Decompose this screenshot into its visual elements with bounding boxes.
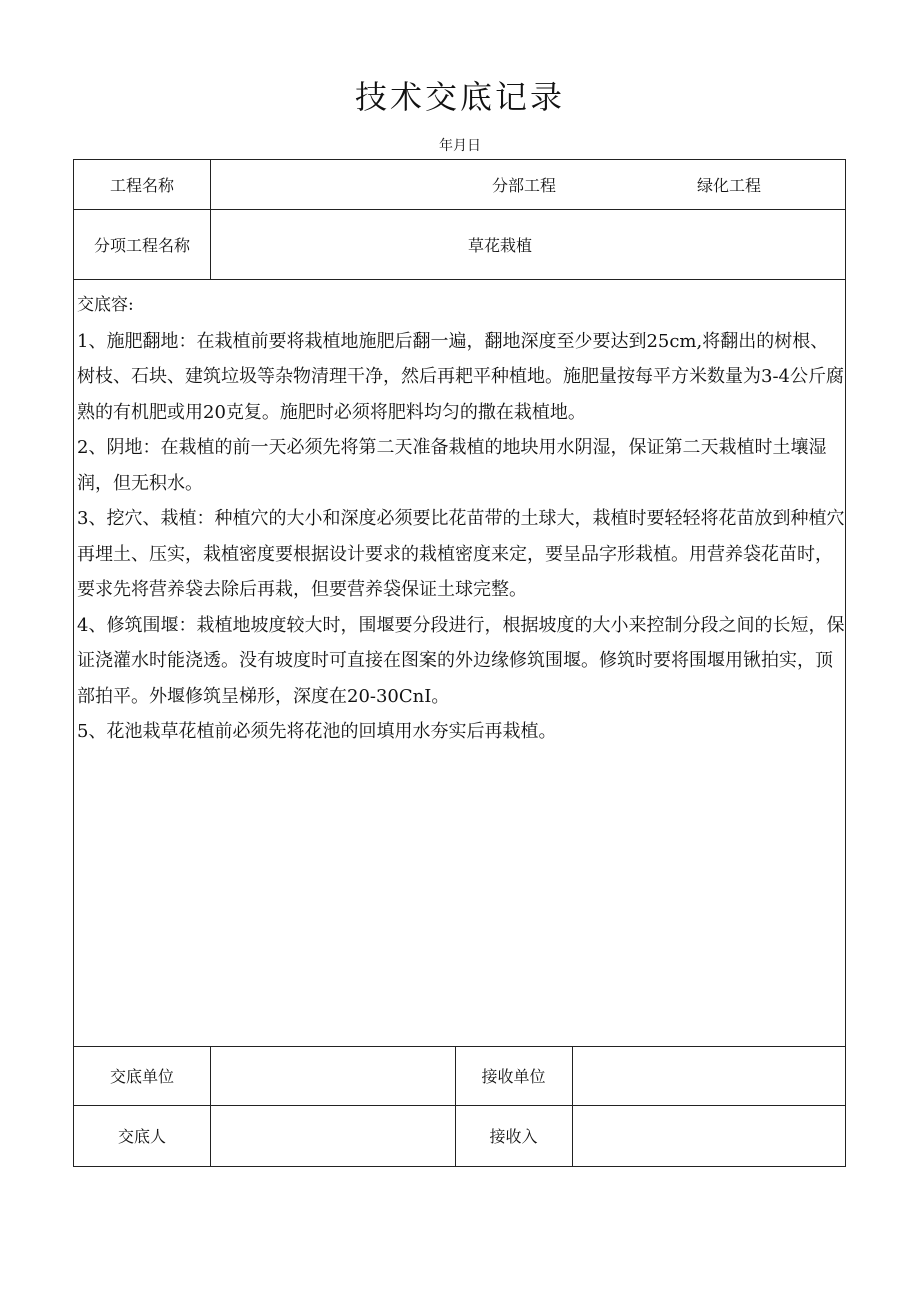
document-title: 技术交底记录: [354, 78, 565, 116]
content-item-3: 3、挖穴、栽植：种植穴的大小和深度必须要比花苗带的土球大，栽植时要轻轻将花苗放到种植穴再埋土、压实，栽植密度要根据设计要求的栽植密度来定，要呈品字形栽植。用营养袋花苗时，要求先将营养袋去除后再栽，但要营养袋保证土球完整。: [77, 508, 845, 600]
division-value[interactable]: 绿化工程: [696, 176, 761, 195]
receiver-label: 接收入: [489, 1127, 538, 1146]
issuing-unit-value[interactable]: [214, 1046, 452, 1105]
column-divider: [572, 1046, 573, 1167]
receiving-unit-value[interactable]: [576, 1046, 844, 1105]
issuer-value[interactable]: [214, 1105, 452, 1166]
row-divider: [74, 279, 845, 280]
record-table: [73, 159, 846, 1167]
content-item-2: 2、阴地：在栽植的前一天必须先将第二天准备栽植的地块用水阴湿，保证第二天栽植时土壤湿润，但无积水。: [77, 437, 827, 494]
subitem-name-label: 分项工程名称: [93, 235, 190, 255]
receiver-value[interactable]: [576, 1105, 844, 1166]
content-heading: 交底容:: [77, 295, 134, 315]
subitem-name-value[interactable]: 草花栽植: [467, 235, 532, 255]
issuing-unit-label: 交底单位: [109, 1067, 174, 1086]
project-name-label: 工程名称: [109, 176, 174, 195]
briefing-content: [77, 288, 845, 750]
date-line: 年月日: [439, 138, 481, 154]
content-item-5: 5、花池栽草花植前必须先将花池的回填用水夯实后再栽植。: [77, 721, 557, 742]
division-label: 分部工程: [491, 176, 556, 195]
issuer-label: 交底人: [117, 1127, 166, 1146]
content-item-4: 4、修筑围堰：栽植地坡度较大时，围堰要分段进行，根据坡度的大小来控制分段之间的长短，保证浇灌水时能浇透。没有坡度时可直接在图案的外边缘修筑围堰。修筑时要将围堰用锹拍实，顶部拍平。外堰修筑呈梯形，深度在20-30CnI。: [77, 614, 845, 707]
column-divider: [210, 1046, 211, 1167]
receiving-unit-label: 接收单位: [481, 1067, 546, 1086]
content-item-1: 1、施肥翻地：在栽植前要将栽植地施肥后翻一遍，翻地深度至少要达到25cm,将翻出的树根、树枝、石块、建筑垃圾等杂物清理干净，然后再耙平种植地。施肥量按每平方米数量为3-4公斤腐熟的有机肥或用20克复。施肥时必须将肥料均匀的撒在栽植地。: [77, 330, 844, 423]
project-name-value[interactable]: [224, 160, 474, 209]
